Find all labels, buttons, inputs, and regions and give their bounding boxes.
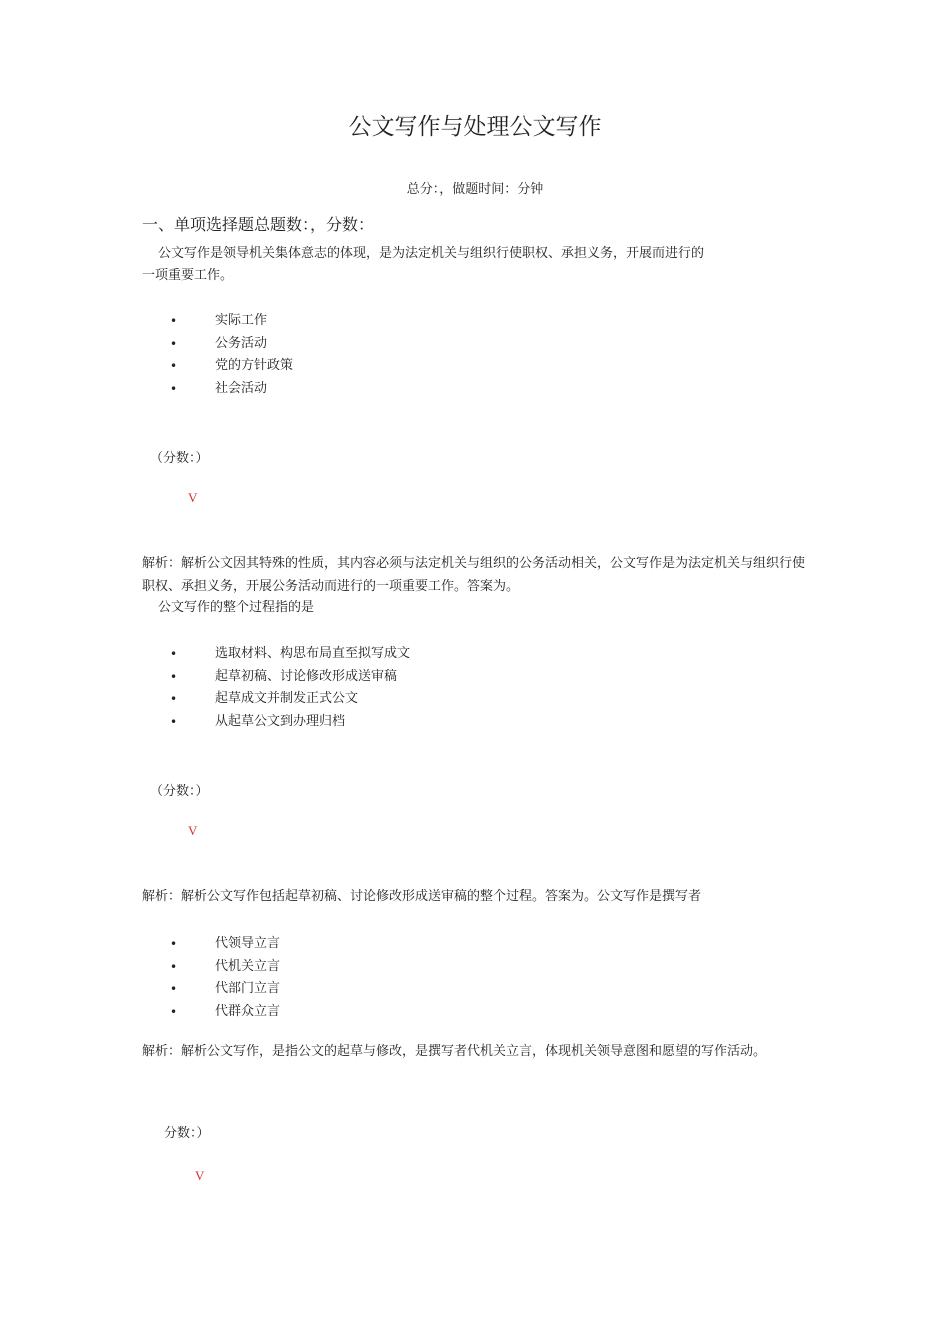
bullet-icon: • [170, 1004, 178, 1019]
question-3-analysis: 解析：解析公文写作，是指公文的起草与修改，是撰写者代机关立言，体现机关领导意图和愿望的写作活动。 [142, 1044, 767, 1059]
bullet-icon: • [170, 714, 178, 729]
option-label: 代机关立言 [215, 958, 281, 974]
bullet-icon: • [170, 982, 178, 996]
option-label: 实际工作 [215, 313, 268, 328]
exam-meta: 总分：，做题时间：分钟 [406, 182, 544, 197]
bullet-icon: • [170, 314, 178, 328]
bullet-icon: • [170, 669, 178, 684]
bullet-icon: • [170, 692, 178, 706]
question-1-answer-mark: V [188, 490, 198, 505]
option-label: 从起草公文到办理归档 [215, 713, 346, 729]
question-1-stem [142, 243, 812, 287]
question-2-answer-mark: V [188, 823, 198, 838]
question-3-score: 分数：） [164, 1126, 210, 1141]
question-3-answer-mark: V [195, 1168, 205, 1183]
question-1-score: （分数：） [150, 451, 209, 466]
bullet-icon: • [170, 647, 178, 661]
section-heading: 一、单项选择题总题数：，分数： [142, 215, 375, 234]
question-2-stem: 公文写作的整个过程指的是 [158, 600, 315, 615]
bullet-icon: • [170, 959, 178, 974]
document-title: 公文写作与处理公文写作 [348, 114, 602, 140]
question-2-score: （分数：） [150, 784, 209, 799]
option-label: 代领导立言 [215, 936, 281, 951]
option-label: 选取材料、构思布局直至拟写成文 [215, 646, 411, 661]
question-1-analysis: 解析：解析公文因其特殊的性质，其内容必须与法定机关与组织的公务活动相关，公文写作是为法定机关与组织行使职权、承担义务，开展公务活动而进行的一项重要工作。答案为。 [142, 556, 806, 594]
option-label: 社会活动 [215, 380, 268, 396]
option-label: 起草初稿、讨论修改形成送审稿 [215, 668, 398, 684]
option-label: 党的方针政策 [215, 358, 294, 373]
question-1-stem-line2: 一项重要工作。 [142, 268, 234, 283]
question-2-analysis: 解析：解析公文写作包括起草初稿、讨论修改形成送审稿的整个过程。答案为。公文写作是撰写者 [142, 889, 702, 904]
question-1-stem-line1: 公文写作是领导机关集体意志的体现，是为法定机关与组织行使职权、承担义务，开展而进行的 [158, 246, 705, 261]
option-label: 起草成文并制发正式公文 [215, 691, 359, 706]
option-label: 代群众立言 [215, 1003, 281, 1019]
bullet-icon: • [170, 336, 178, 351]
bullet-icon: • [170, 937, 178, 951]
option-label: 代部门立言 [215, 981, 281, 996]
bullet-icon: • [170, 359, 178, 373]
bullet-icon: • [170, 381, 178, 396]
option-label: 公务活动 [215, 335, 268, 351]
